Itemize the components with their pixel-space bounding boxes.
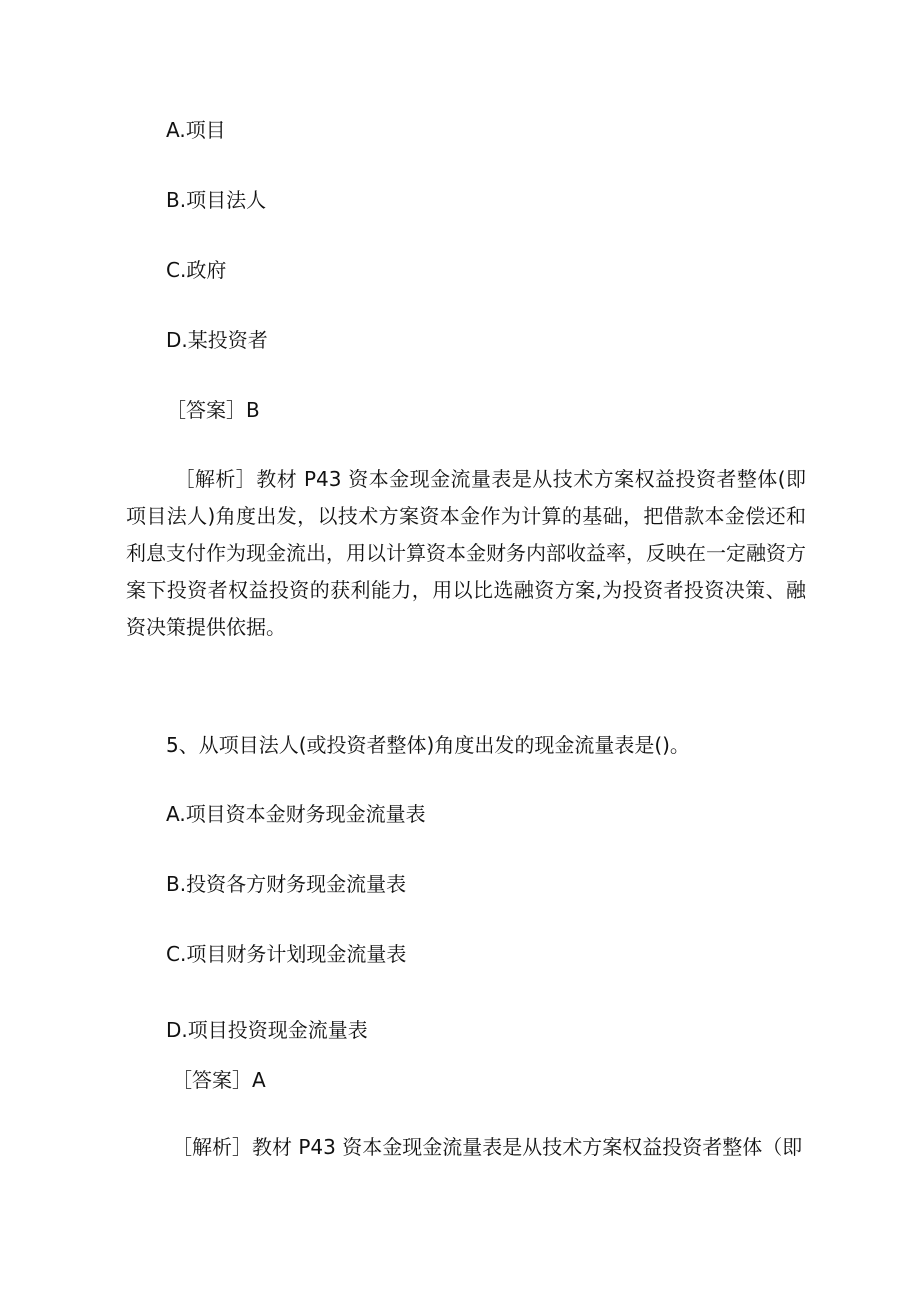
q5-analysis-partial: ［解析］教材 P43 资本金现金流量表是从技术方案权益投资者整体（即 bbox=[172, 1135, 803, 1159]
q4-option-d: D.某投资者 bbox=[166, 328, 268, 352]
q5-option-c: C.项目财务计划现金流量表 bbox=[166, 942, 407, 966]
q5-option-b: B.投资各方财务现金流量表 bbox=[166, 872, 407, 896]
q4-option-b: B.项目法人 bbox=[166, 188, 267, 212]
q5-option-a: A.项目资本金财务现金流量表 bbox=[166, 802, 426, 826]
q4-option-a: A.项目 bbox=[166, 118, 226, 142]
q5-question: 5、从项目法人(或投资者整体)角度出发的现金流量表是()。 bbox=[166, 733, 690, 757]
q4-option-c: C.政府 bbox=[166, 258, 227, 282]
q4-answer: ［答案］B bbox=[166, 398, 260, 422]
q4-analysis-text: ［解析］教材 P43 资本金现金流量表是从技术方案权益投资者整体(即项目法人)角度出发，以技术方案资本金作为计算的基础，把借款本金偿还和利息支付作为现金流出，用以计算资本金财务内部收益率，反映在一定融资方案下投资者权益投资的获利能力，用以比选融资方案,为投资者投资决策、融资决策提供依据。 bbox=[126, 467, 806, 639]
q5-option-d: D.项目投资现金流量表 bbox=[166, 1018, 368, 1042]
q5-answer: ［答案］A bbox=[172, 1068, 266, 1092]
q4-analysis bbox=[126, 461, 806, 646]
